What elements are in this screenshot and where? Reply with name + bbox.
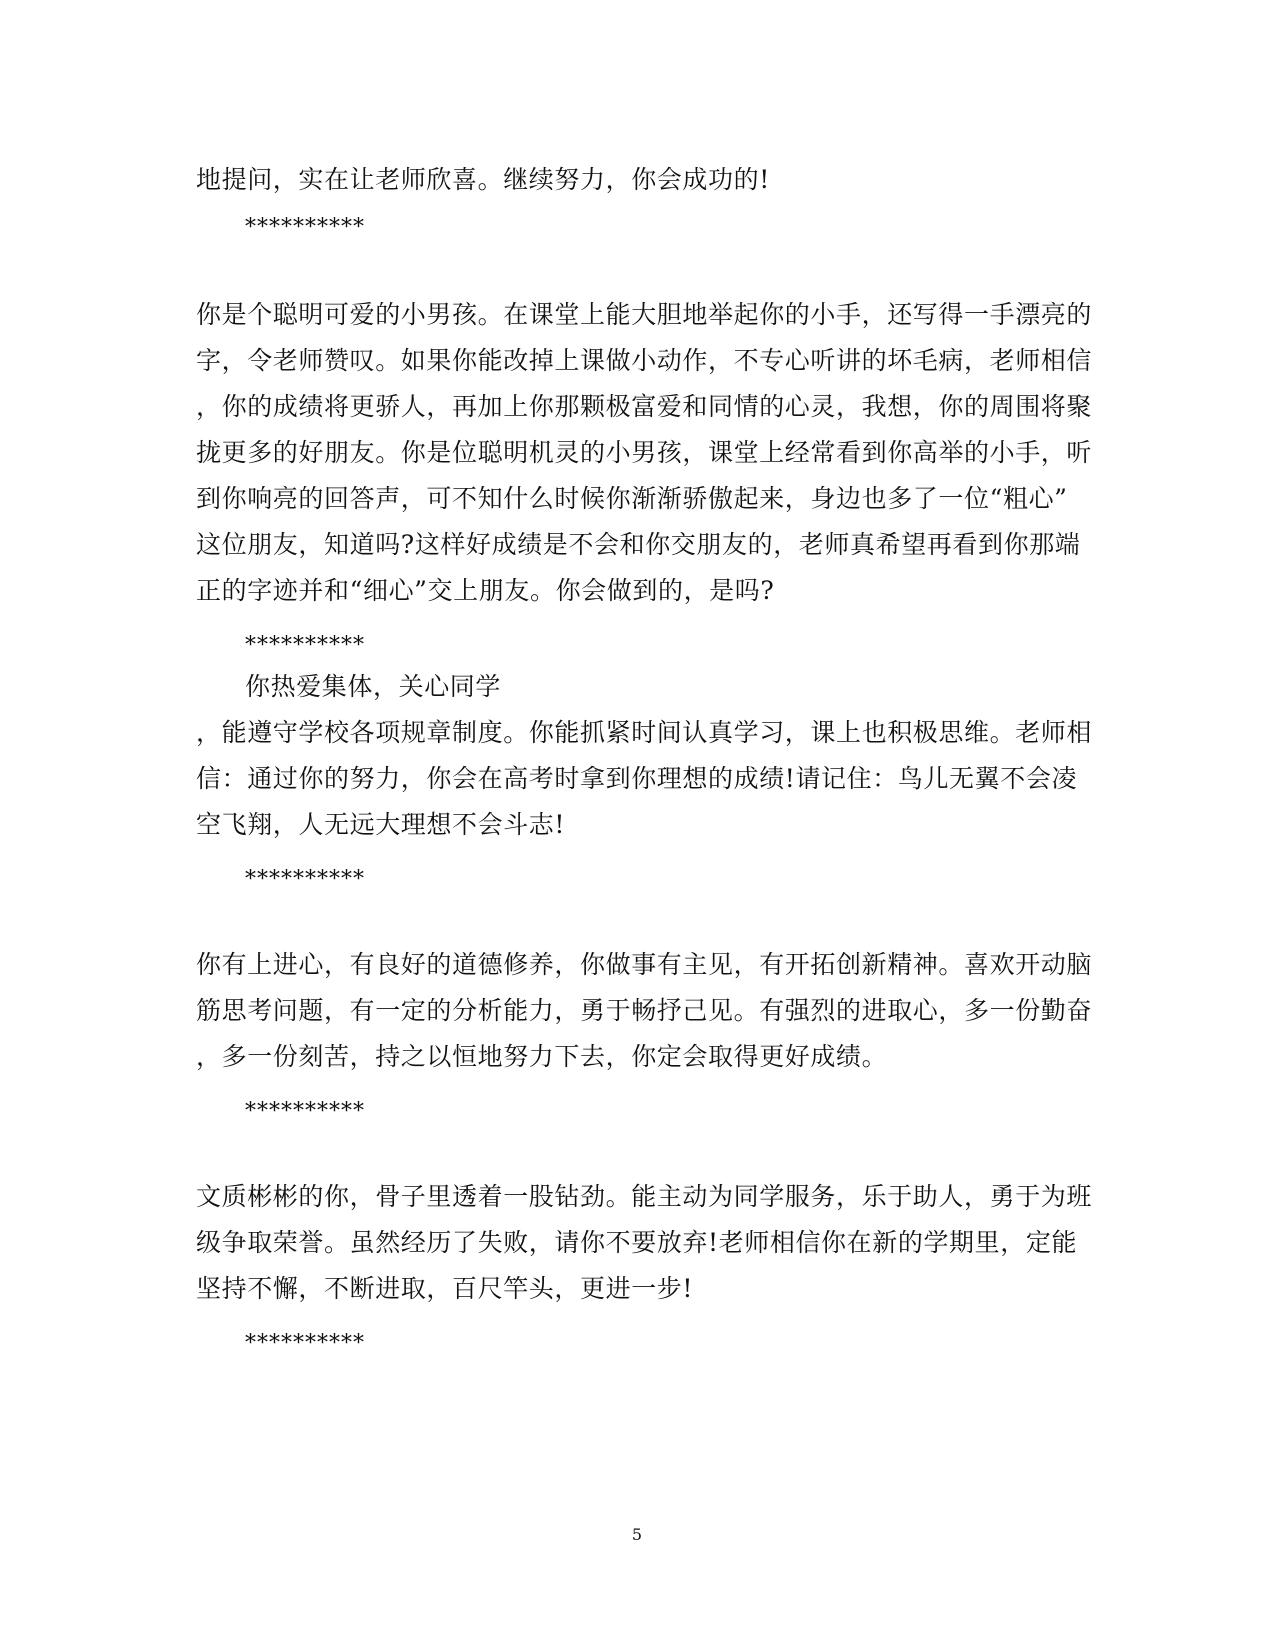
paragraph-line: 信：通过你的努力，你会在高考时拿到你理想的成绩!请记住：鸟儿无翼不会凌 [196, 764, 1078, 793]
paragraph-line: 你是个聪明可爱的小男孩。在课堂上能大胆地举起你的小手，还写得一手漂亮的 [196, 300, 1093, 329]
paragraph-line: 空飞翔，人无远大理想不会斗志! [196, 810, 566, 839]
paragraph-line: 正的字迹并和“细心”交上朋友。你会做到的，是吗? [196, 576, 775, 605]
separator-stars: ********** [245, 1099, 365, 1124]
separator-stars: ********** [245, 633, 365, 658]
paragraph-line: 拢更多的好朋友。你是位聪明机灵的小男孩，课堂上经常看到你高举的小手，听 [196, 438, 1093, 467]
paragraph-line: 你热爱集体，关心同学 [245, 672, 502, 701]
separator-stars: ********** [245, 215, 365, 240]
page-number: 5 [631, 1525, 643, 1544]
paragraph-line: 你有上进心，有良好的道德修养，你做事有主见，有开拓创新精神。喜欢开动脑 [196, 950, 1093, 979]
paragraph-line: 筋思考问题，有一定的分析能力，勇于畅抒己见。有强烈的进取心，多一份勤奋 [196, 996, 1093, 1025]
paragraph-line: 字，令老师赞叹。如果你能改掉上课做小动作，不专心听讲的坏毛病，老师相信 [196, 346, 1093, 375]
paragraph-line: 坚持不懈，不断进取，百尺竿头，更进一步! [196, 1274, 694, 1303]
separator-stars: ********** [245, 867, 365, 892]
paragraph-line: 级争取荣誉。虽然经历了失败，请你不要放弃!老师相信你在新的学期里，定能 [196, 1228, 1078, 1257]
paragraph-line: 到你响亮的回答声，可不知什么时候你渐渐骄傲起来，身边也多了一位“粗心” [196, 484, 1068, 513]
paragraph-line: 文质彬彬的你，骨子里透着一股钻劲。能主动为同学服务，乐于助人，勇于为班 [196, 1182, 1093, 1211]
separator-stars: ********** [245, 1331, 365, 1356]
paragraph-line: ，能遵守学校各项规章制度。你能抓紧时间认真学习，课上也积极思维。老师相 [196, 718, 1093, 747]
paragraph-line: ，你的成绩将更骄人，再加上你那颗极富爱和同情的心灵，我想，你的周围将聚 [196, 392, 1093, 421]
paragraph-line: 这位朋友，知道吗?这样好成绩是不会和你交朋友的，老师真希望再看到你那端 [196, 530, 1081, 559]
paragraph-line: ，多一份刻苦，持之以恒地努力下去，你定会取得更好成绩。 [196, 1042, 888, 1071]
paragraph-line: 地提问，实在让老师欣喜。继续努力，你会成功的! [196, 165, 770, 194]
